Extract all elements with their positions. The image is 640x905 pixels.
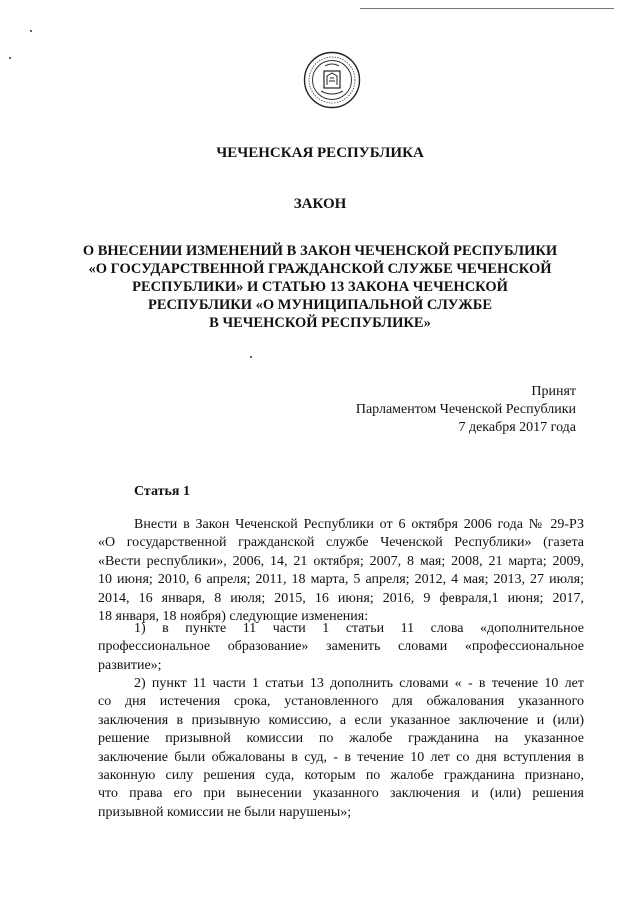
amendment-item-1 <box>98 620 584 675</box>
title-line: РЕСПУБЛИКИ» И СТАТЬЮ 13 ЗАКОНА ЧЕЧЕНСКОЙ <box>132 279 508 295</box>
adoption-date: 7 декабря 2017 года <box>458 420 576 435</box>
title-line: В ЧЕЧЕНСКОЙ РЕСПУБЛИКЕ» <box>209 315 431 331</box>
paragraph-line: 18 января, 18 ноября) следующие изменения: <box>98 609 369 625</box>
paragraph-line: 1) в пункте 11 части 1 статьи 11 слова «дополнительное <box>134 621 584 636</box>
paragraph-line: законную силу решения суда, которым по жалобе гражданина признано, <box>98 768 584 784</box>
adoption-block <box>356 383 576 437</box>
paragraph-line: что права его при вынесении указанного заключения и (или) решения <box>98 786 584 802</box>
paragraph-line: 2) пункт 11 части 1 статьи 13 дополнить словами « - в течение 10 лет <box>134 676 584 691</box>
paragraph-line: «О государственной гражданской службе Чеченской Республики» (газета <box>98 535 584 551</box>
adoption-body: Парламентом Чеченской Республики <box>355 402 576 417</box>
scan-dot <box>30 30 32 32</box>
coat-of-arms-emblem <box>303 51 361 109</box>
title-line: РЕСПУБЛИКИ «О МУНИЦИПАЛЬНОЙ СЛУЖБЕ <box>148 297 492 313</box>
paragraph-line: развитие»; <box>98 657 162 673</box>
article-heading: Статья 1 <box>134 484 190 499</box>
amendment-item-2 <box>98 675 584 822</box>
article-intro-paragraph <box>98 516 584 626</box>
paragraph-line: «Вести республики», 2006, 14, 21 октября; 2007, 8 мая; 2008, 21 марта; 2009, <box>98 553 584 569</box>
paragraph-line: заключение были обжалованы в суд, - в течение 10 лет со дня вступления в <box>98 749 584 765</box>
paragraph-line: со дня истечения срока, установленного для обжалования указанного <box>98 694 584 710</box>
paragraph-line: профессиональное образование» заменить словами «профессиональное <box>98 639 584 655</box>
paragraph-line: 10 июня; 2010, 6 апреля; 2011, 18 марта, 5 апреля; 2012, 4 мая; 2013, 27 июля; <box>98 572 584 588</box>
scan-dot <box>250 356 252 358</box>
paragraph-line: Внести в Закон Чеченской Республики от 6 октября 2006 года № 29-РЗ <box>134 517 584 532</box>
scan-artifact-line <box>360 8 614 9</box>
title-line: О ВНЕСЕНИИ ИЗМЕНЕНИЙ В ЗАКОН ЧЕЧЕНСКОЙ РЕСПУБЛИКИ <box>82 243 558 259</box>
paragraph-line: 2014, 16 января, 8 июля; 2015, 16 июня; 2016, 9 февраля,1 июня; 2017, <box>98 590 584 606</box>
paragraph-line: призывной комиссии не были нарушены»; <box>98 804 352 820</box>
title-line: «О ГОСУДАРСТВЕННОЙ ГРАЖДАНСКОЙ СЛУЖБЕ ЧЕЧЕНСКОЙ <box>88 261 552 277</box>
republic-heading: ЧЕЧЕНСКАЯ РЕСПУБЛИКА <box>216 145 424 161</box>
paragraph-line: решение призывной комиссии по жалобе гражданина на указанное <box>98 731 584 747</box>
adoption-status: Принят <box>531 384 576 399</box>
law-title <box>0 242 640 332</box>
document-type: ЗАКОН <box>293 196 347 212</box>
scan-dot <box>9 57 11 59</box>
paragraph-line: заключения в призывную комиссию, а если указанное заключение и (или) <box>98 712 584 728</box>
